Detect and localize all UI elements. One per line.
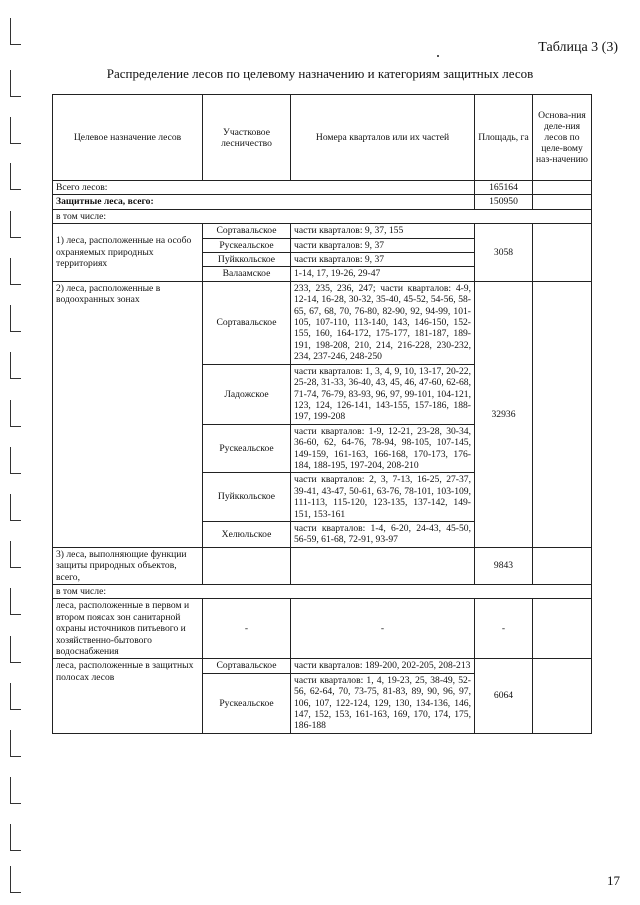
binding-mark: [10, 588, 21, 615]
quarters-cell: части кварталов: 1, 4, 19-23, 25, 38-49, 52-56, 62-64, 70, 73-75, 81-83, 89, 90, 96, 97, 106, 107, 122-124, 129, 130, 134-136, 146, 147, 152, 153, 161-163, 169, 170, 174, 175, 186-188: [291, 673, 475, 733]
g1-area: 3058: [475, 224, 533, 282]
binding-mark: [10, 730, 21, 757]
quarters-cell: части кварталов: 9, 37: [291, 238, 475, 252]
binding-marks: [4, 0, 34, 905]
empty-cell: [533, 659, 592, 733]
table-row-g1: [53, 224, 592, 238]
total-label: Всего лесов:: [53, 181, 475, 195]
g2-area: 32936: [475, 281, 533, 547]
forestry-cell: Рускеальское: [203, 673, 291, 733]
binding-mark: [10, 447, 21, 474]
table-row-protective: [53, 195, 592, 209]
table-row-g3: [53, 547, 592, 584]
binding-mark: [10, 494, 21, 521]
forestry-cell: Сортавальское: [203, 659, 291, 673]
binding-mark: [10, 352, 21, 379]
including-label: в том числе:: [53, 585, 592, 599]
forestry-cell: Рускеальское: [203, 424, 291, 473]
header-area: Площадь, га: [475, 95, 533, 181]
page-title: Распределение лесов по целевому назначению и категориям защитных лесов: [106, 66, 534, 81]
binding-mark: [10, 258, 21, 285]
binding-mark: [10, 541, 21, 568]
header-row: [53, 95, 592, 181]
forestry-cell: Хелюльское: [203, 521, 291, 547]
forestry-cell: Пуйккольское: [203, 473, 291, 522]
table-row-including: [53, 585, 592, 599]
table-label: Таблица 3 (3): [538, 40, 618, 55]
page-number: 17: [607, 873, 620, 888]
forestry-cell: Пуйккольское: [203, 253, 291, 267]
quarters-cell: части кварталов: 189-200, 202-205, 208-213: [291, 659, 475, 673]
empty-cell: [291, 547, 475, 584]
g3-label: 3) леса, выполняющие функции защиты природных объектов, всего,: [53, 547, 203, 584]
forestry-cell: Валаамское: [203, 267, 291, 281]
g5-area: 6064: [475, 659, 533, 733]
empty-cell: [203, 547, 291, 584]
empty-cell: [533, 224, 592, 282]
total-area: 165164: [475, 181, 533, 195]
quarters-cell: 233, 235, 236, 247; части кварталов: 4-9, 12-14, 16-28, 30-32, 35-40, 45-52, 54-56, 58-65, 67, 68, 70, 76-80, 82-90, 92, 94-99, 101-105, 107-110, 113-140, 143, 146-150, 152-155, 160, 164-172, 175-177, 181-187, 189-191, 198-208, 210, 214, 216-228, 230-232, 234, 237-246, 248-250: [291, 281, 475, 364]
g4-label: леса, расположенные в первом и втором поясах зон санитарной охраны источников питьевого и хозяйственно-бытового водоснабжения: [53, 599, 203, 659]
protective-label: [53, 195, 475, 209]
quarters-cell: 1-14, 17, 19-26, 29-47: [291, 267, 475, 281]
forestry-cell: Ладожское: [203, 364, 291, 424]
binding-mark: [10, 777, 21, 804]
forestry-cell: Сортавальское: [203, 224, 291, 238]
empty-cell: [533, 547, 592, 584]
including-label: в том числе:: [53, 209, 592, 223]
binding-mark: [10, 117, 21, 144]
header-quarters: Номера кварталов или их частей: [291, 95, 475, 181]
binding-mark: [10, 211, 21, 238]
empty-cell: [533, 281, 592, 547]
quarters-cell: части кварталов: 9, 37: [291, 253, 475, 267]
table-row-including: [53, 209, 592, 223]
table-row-total: [53, 181, 592, 195]
g3-area: 9843: [475, 547, 533, 584]
binding-mark: [10, 866, 21, 893]
quarters-cell: части кварталов: 2, 3, 7-13, 16-25, 27-37, 39-41, 43-47, 50-61, 63-76, 78-101, 103-109, 111-113, 115-120, 123-135, 137-142, 149-151, 153-161: [291, 473, 475, 522]
quarters-cell: части кварталов: 1-4, 6-20, 24-43, 45-50, 56-59, 61-68, 72-91, 93-97: [291, 521, 475, 547]
empty-cell: [533, 599, 592, 659]
table-row-g4: [53, 599, 592, 659]
forestry-cell: Сортавальское: [203, 281, 291, 364]
protective-label-text: Защитные леса, всего:: [56, 196, 154, 208]
forest-distribution-table: [52, 94, 592, 734]
empty-cell: [533, 181, 592, 195]
quarters-cell: части кварталов: 1-9, 12-21, 23-28, 30-34, 36-60, 62, 64-76, 78-94, 98-105, 107-145, 149-159, 161-163, 166-168, 170-173, 176-184, 188-195, 197-204, 208-210: [291, 424, 475, 473]
header-forestry: Участковое лесничество: [203, 95, 291, 181]
table-row-g2: [53, 281, 592, 364]
binding-mark: [10, 18, 21, 45]
g5-label: леса, расположенные в защитных полосах лесов: [53, 659, 203, 733]
g1-label: 1) леса, расположенные на особо охраняемых природных территориях: [53, 224, 203, 282]
header-purpose: Целевое назначение лесов: [53, 95, 203, 181]
table-row-g5: [53, 659, 592, 673]
binding-mark: [10, 305, 21, 332]
binding-mark: [10, 400, 21, 427]
empty-cell: [533, 195, 592, 209]
header-basis: Основа-ния деле-ния лесов по целе-вому наз-начению: [533, 95, 592, 181]
dash-cell: -: [475, 599, 533, 659]
g2-label: 2) леса, расположенные в водоохранных зонах: [53, 281, 203, 547]
dash-cell: -: [203, 599, 291, 659]
dash-cell: -: [291, 599, 475, 659]
quarters-cell: части кварталов: 9, 37, 155: [291, 224, 475, 238]
binding-mark: [10, 636, 21, 663]
protective-area: 150950: [475, 195, 533, 209]
binding-mark: [10, 163, 21, 190]
forestry-cell: Рускеальское: [203, 238, 291, 252]
scan-dot: [437, 55, 439, 57]
quarters-cell: части кварталов: 1, 3, 4, 9, 10, 13-17, 20-22, 25-28, 31-33, 36-40, 43, 45, 46, 47-60, 62-68, 71-74, 76-79, 83-93, 96, 97, 99-101, 104-121, 123, 124, 126-141, 143-155, 157-186, 188-197, 199-208: [291, 364, 475, 424]
binding-mark: [10, 824, 21, 851]
binding-mark: [10, 683, 21, 710]
